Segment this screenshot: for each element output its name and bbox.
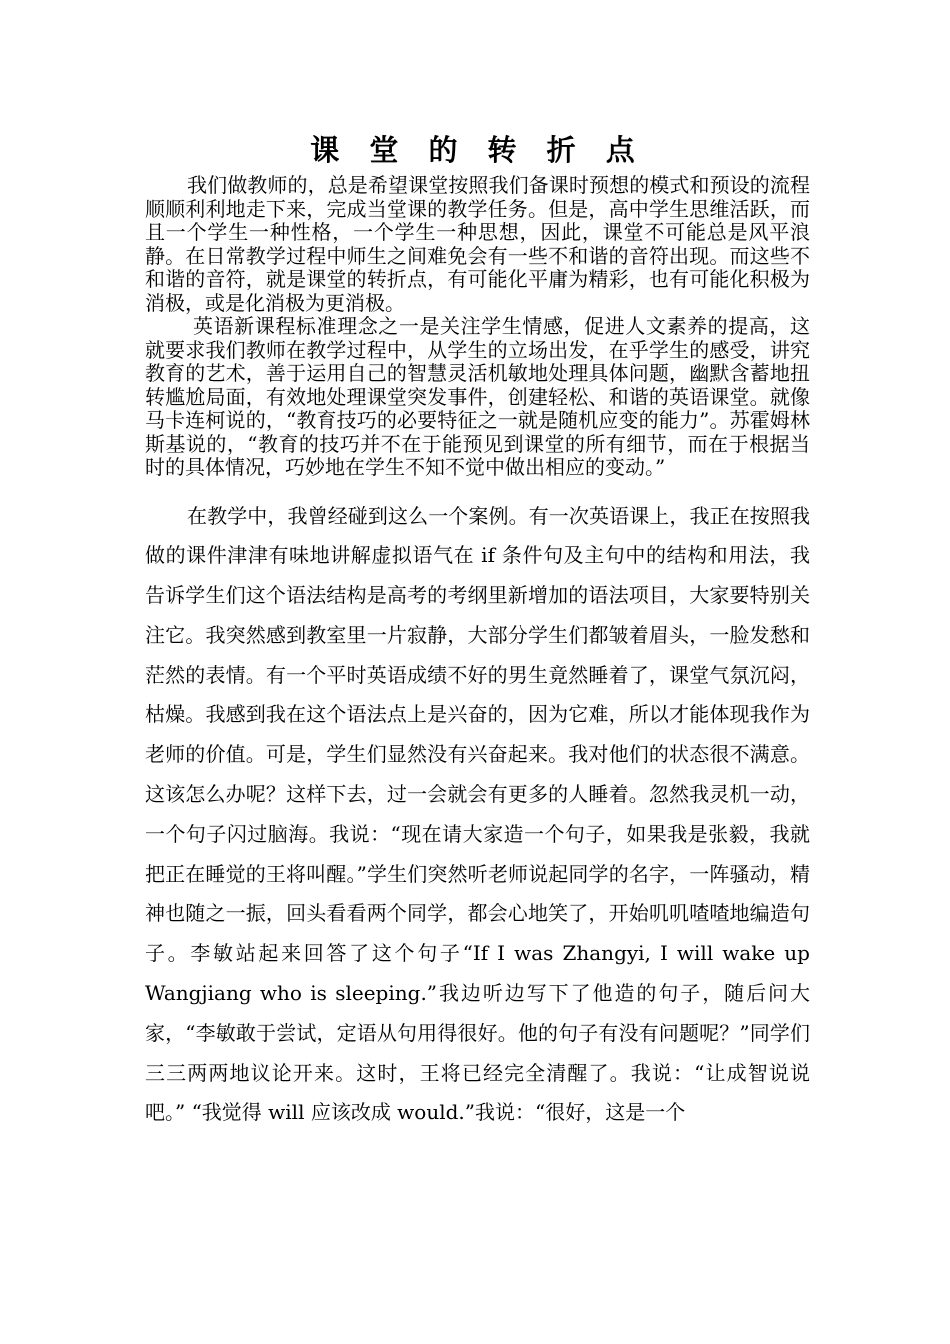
paragraph-1: 我们做教师的，总是希望课堂按照我们备课时预想的模式和预设的流程顺顺利利地走下来，完成当堂课的教学任务。但是，高中学生思维活跃，而且一个学生一种性格，一个学生一种思想，因此，课堂不可能总是风平浪静。在日常教学过程中师生之间难免会有一些不和谐的音符出现。而这些不和谐的音符，就是课堂的转折点，有可能化平庸为精彩，也有可能化积极为消极，或是化消极为更消极。 xyxy=(145,173,810,315)
document-page xyxy=(145,130,810,1133)
paragraph-2: 英语新课程标准理念之一是关注学生情感，促进人文素养的提高，这就要求我们教师在教学过程中，从学生的立场出发，在乎学生的感受，讲究教育的艺术，善于运用自己的智慧灵活机敏地处理具体问题，幽默含蓄地扭转尴尬局面，有效地处理课堂突发事件，创建轻松、和谐的英语课堂。就像马卡连柯说的，“教育技巧的必要特征之一就是随机应变的能力”。苏霍姆林斯基说的，“教育的技巧并不在于能预见到课堂的所有细节，而在于根据当时的具体情况，巧妙地在学生不知不觉中做出相应的变动。” xyxy=(145,314,810,479)
document-title: 课 堂 的 转 折 点 xyxy=(310,133,645,167)
paragraph-3: 在教学中，我曾经碰到这么一个案例。有一次英语课上，我正在按照我做的课件津津有味地讲解虚拟语气在 if 条件句及主句中的结构和用法，我告诉学生们这个语法结构是高考的考纲里新增加的语法项目，大家要特别关注它。我突然感到教室里一片寂静，大部分学生们都皱着眉头，一脸发愁和茫然的表情。有一个平时英语成绩不好的男生竟然睡着了，课堂气氛沉闷，枯燥。我感到我在这个语法点上是兴奋的，因为它难，所以才能体现我作为老师的价值。可是，学生们显然没有兴奋起来。我对他们的状态很不满意。这该怎么办呢？这样下去，过一会就会有更多的人睡着。忽然我灵机一动，一个句子闪过脑海。我说：“现在请大家造一个句子，如果我是张毅，我就把正在睡觉的王将叫醒。”学生们突然听老师说起同学的名字，一阵骚动，精神也随之一振，回头看看两个同学，都会心地笑了，开始叽叽喳喳地编造句子。李敏站起来回答了这个句子“If I was Zhangyi, I will wake up Wangjiang who is sleeping.”我边听边写下了他造的句子，随后问大家，“李敏敢于尝试，定语从句用得很好。他的句子有没有问题呢？”同学们三三两两地议论开来。这时，王将已经完全清醒了。我说：“让成智说说吧。” “我觉得 will 应该改成 would.”我说：“很好，这是一个 xyxy=(145,503,810,1125)
